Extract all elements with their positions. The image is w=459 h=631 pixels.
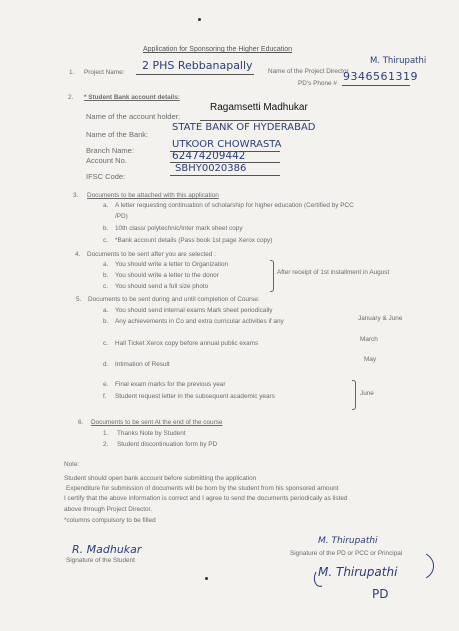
bank-details-heading: * Student Bank account details:: [84, 94, 180, 101]
section-4-note: After receipt of 1st installment in August: [277, 269, 390, 276]
underline: [136, 74, 254, 75]
list-item: You should send a full size photo: [115, 283, 209, 290]
pd-stamp-title: PD: [372, 587, 389, 601]
pd-signature: M. Thirupathi: [318, 536, 378, 546]
account-no-label: Account No.: [86, 156, 127, 165]
month-label: March: [360, 336, 378, 343]
pd-stamp-name: M. Thirupathi: [318, 565, 398, 579]
section-4-heading: Documents to be sent after you are selected :: [87, 251, 216, 258]
bank-name-label: Name of the Bank:: [86, 130, 149, 139]
list-item: Student request letter in the subsequent academic years: [115, 393, 275, 400]
scan-speck: [205, 577, 208, 580]
list-marker: b.: [103, 318, 109, 325]
list-item: /PD): [115, 213, 128, 220]
project-name-value: 2 PHS Rebbanapally: [142, 59, 253, 72]
document-title: Application for Sponsoring the Higher Education: [143, 46, 293, 53]
list-marker: d.: [103, 361, 109, 368]
account-holder-value: Ragamsetti Madhukar: [210, 102, 308, 113]
section-1-number: 1.: [69, 69, 75, 76]
note-line: above through Project Director.: [64, 506, 153, 513]
student-signature: R. Madhukar: [72, 543, 142, 556]
list-item: Any achievements in Co and extra curricular activities if any: [115, 318, 284, 325]
list-item: You should write a letter to Organization: [115, 261, 229, 268]
branch-name-value: UTKOOR CHOWRASTA: [172, 139, 282, 150]
section-2-number: 2.: [68, 94, 74, 101]
pd-signature-label: Signature of the PD or PCC or Principal: [290, 550, 403, 557]
section-6-heading: Documents to be sent At the end of the course: [91, 419, 223, 426]
month-label: June: [360, 390, 374, 397]
list-marker: c.: [103, 237, 108, 244]
section-3-heading: Documents to be attached with this application: [87, 192, 219, 199]
list-marker: e.: [103, 381, 109, 388]
section-4-number: 4.: [75, 251, 81, 258]
student-signature-label: Signature of the Student: [66, 557, 135, 564]
bank-name-value: STATE BANK OF HYDERABAD: [172, 122, 316, 133]
list-marker: 1.: [103, 430, 109, 437]
section-5-number: 5.: [76, 296, 82, 303]
account-holder-label: Name of the account holder:: [86, 112, 181, 121]
list-marker: a.: [103, 261, 109, 268]
month-label: May: [364, 356, 377, 363]
list-marker: 2.: [103, 441, 109, 448]
pd-phone-label: PD's Phone #: [298, 80, 337, 87]
scan-speck: [198, 18, 201, 21]
list-marker: a.: [103, 202, 109, 209]
list-marker: a.: [103, 307, 109, 314]
list-marker: f.: [103, 393, 107, 400]
project-name-label: Project Name:: [84, 69, 125, 76]
list-marker: b.: [103, 225, 109, 232]
list-item: Thanks Note by Student: [117, 430, 186, 437]
section-6-number: 6.: [78, 419, 84, 426]
note-line: Expenditure for submission of documents will be born by the student from his sponsored amount: [66, 485, 339, 492]
pd-phone-value: 9346561319: [343, 70, 418, 83]
list-marker: c.: [103, 340, 108, 347]
list-item: 10th class/ polytechnic/Inter mark sheet copy: [115, 225, 243, 232]
list-item: *Bank account details (Pass book 1st page Xerox copy): [115, 237, 273, 244]
project-director-label: Name of the Project Director: [268, 68, 349, 75]
note-line: I certify that the above information is correct and I agree to send the documents periodically as listed: [64, 495, 348, 502]
list-item: Final exam marks for the previous year: [115, 381, 226, 388]
note-line: *columns compulsory to be filled: [64, 517, 156, 524]
underline: [200, 120, 310, 121]
list-item: Student discontinuation form by PD: [117, 441, 218, 448]
underline: [170, 175, 280, 176]
section-5-heading: Documents to be sent during and until completion of Course:: [88, 296, 260, 303]
note-label: Note:: [64, 461, 80, 468]
ifsc-code-label: IFSC Code:: [86, 172, 126, 181]
month-label: January & June: [358, 315, 403, 322]
note-line: Student should open bank account before submitting the application: [64, 475, 257, 482]
list-item: Hall Ticket Xerox copy before annual public exams: [115, 340, 259, 347]
list-marker: c.: [103, 283, 108, 290]
list-item: A letter requesting continuation of scholarship for higher education (Certified by PCC: [115, 202, 354, 209]
list-item: You should send internal exams Mark sheet periodically: [115, 307, 273, 314]
brace: [352, 380, 356, 410]
list-item: Intimation of Result: [115, 361, 170, 368]
list-item: You should write a letter to the donor: [115, 272, 219, 279]
brace: [270, 260, 274, 292]
list-marker: b.: [103, 272, 109, 279]
ifsc-code-value: SBHY0020386: [175, 163, 247, 174]
underline: [342, 85, 410, 86]
account-no-value: 62474209442: [172, 150, 246, 162]
project-director-value: M. Thirupathi: [370, 56, 427, 66]
section-3-number: 3.: [73, 192, 79, 199]
branch-name-label: Branch Name:: [86, 146, 134, 155]
